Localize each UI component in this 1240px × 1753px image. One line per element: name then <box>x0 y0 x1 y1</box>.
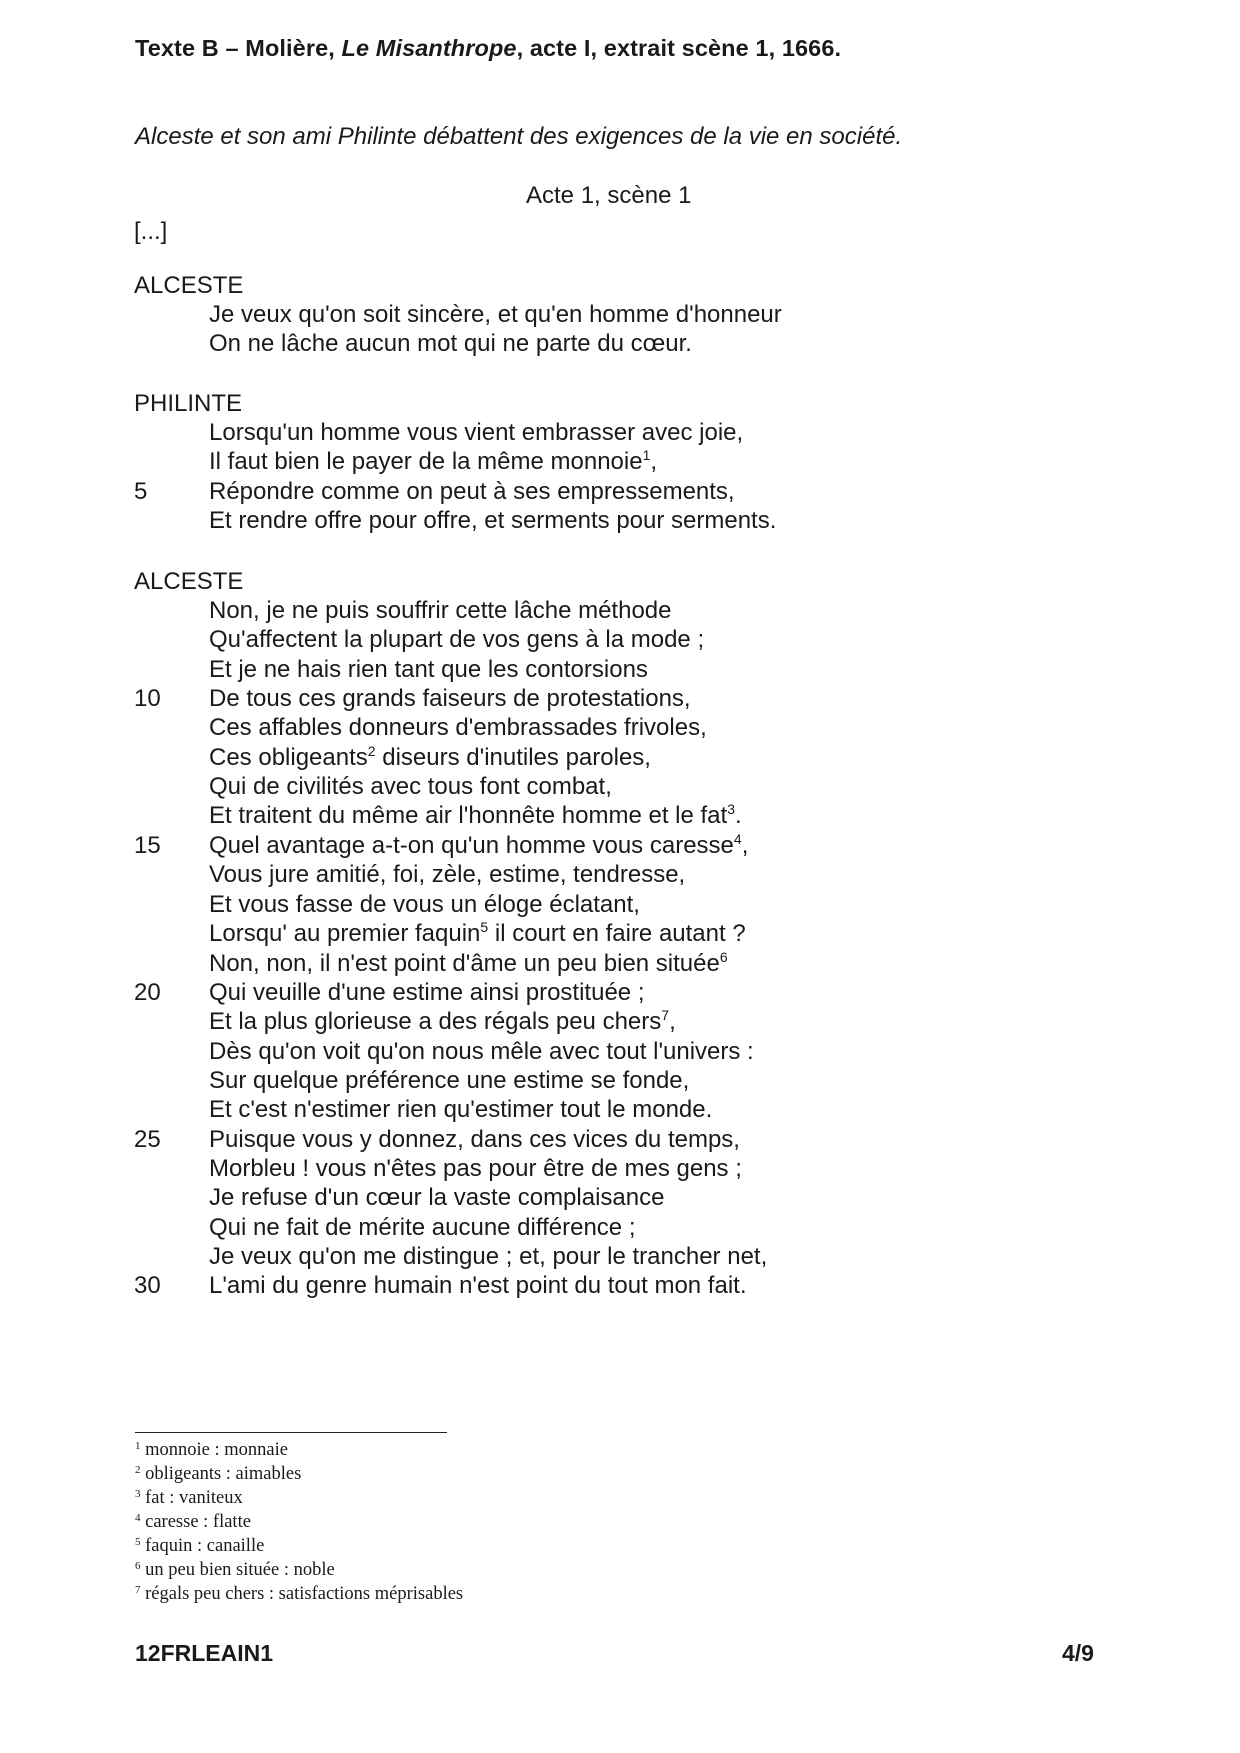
verse-text: Lorsqu'un homme vous vient embrasser avec joie, <box>209 419 744 446</box>
footnote-number: 4 <box>135 1512 141 1524</box>
verse-line <box>209 891 640 919</box>
verse-line <box>209 832 748 860</box>
verse-text-after: il court en faire autant ? <box>488 920 746 947</box>
exam-code: 12FRLEAIN1 <box>135 1640 274 1666</box>
verse-line <box>209 1096 712 1124</box>
verse-text: Qui ne fait de mérite aucune différence ; <box>209 1214 636 1241</box>
verse-line <box>209 773 612 801</box>
line-number: 10 <box>134 685 161 712</box>
verse-text: Non, je ne puis souffrir cette lâche méthode <box>209 597 672 624</box>
verse-line <box>209 950 728 978</box>
verse-line <box>209 419 743 447</box>
verse-line <box>209 1126 740 1154</box>
verse-text: Et traitent du même air l'honnête homme et le fat <box>209 802 728 829</box>
footnote-ref: 3 <box>727 801 735 817</box>
verse-text: Dès qu'on voit qu'on nous mêle avec tout l'univers : <box>209 1038 754 1065</box>
verse-text: Je veux qu'on me distingue ; et, pour le trancher net, <box>209 1243 768 1270</box>
footnote-ref: 2 <box>367 743 376 759</box>
verse-line <box>209 1184 664 1212</box>
verse-line <box>209 597 672 625</box>
verse-text-after: , <box>650 448 658 475</box>
verse-text: Il faut bien le payer de la même monnoie <box>209 448 643 475</box>
footnote-text: faquin : canaille <box>140 1536 265 1556</box>
footnote-number: 2 <box>135 1464 141 1476</box>
footnote-ref: 4 <box>733 831 742 847</box>
verse-text-after: , <box>669 1008 676 1035</box>
verse-text: Et rendre offre pour offre, et serments pour serments. <box>209 507 777 534</box>
page-number: 4/9 <box>1062 1640 1094 1666</box>
line-number: 30 <box>134 1272 161 1299</box>
footnote-text: monnoie : monnaie <box>140 1440 288 1460</box>
verse-line <box>209 920 746 948</box>
ellipsis: [...] <box>134 218 168 245</box>
verse-text: Morbleu ! vous n'êtes pas pour être de mes gens ; <box>209 1155 742 1182</box>
verse-text: Et je ne hais rien tant que les contorsions <box>209 656 648 683</box>
footnote-item <box>135 1440 288 1461</box>
verse-line <box>209 1214 635 1242</box>
verse-text: Répondre comme on peut à ses empressements, <box>209 478 735 505</box>
footnote-text: un peu bien située : noble <box>140 1560 335 1580</box>
verse-line <box>209 1008 676 1036</box>
verse-text: Lorsqu' au premier faquin <box>209 920 481 947</box>
verse-text: Sur quelque préférence une estime se fonde, <box>209 1067 690 1094</box>
footnote-text: caresse : flatte <box>140 1512 251 1532</box>
footnote-text: fat : vaniteux <box>140 1488 243 1508</box>
verse-line <box>209 478 735 506</box>
verse-line <box>209 626 704 654</box>
footnote-number: 1 <box>135 1440 141 1452</box>
footnote-text: obligeants : aimables <box>140 1464 302 1484</box>
verse-line <box>209 979 644 1007</box>
footnote-item <box>135 1536 264 1557</box>
verse-text: Et c'est n'estimer rien qu'estimer tout le monde. <box>209 1096 713 1123</box>
footnote-ref: 7 <box>661 1007 670 1023</box>
verse-line <box>209 301 782 329</box>
verse-text: On ne lâche aucun mot qui ne parte du cœur. <box>209 330 692 357</box>
line-number: 5 <box>134 478 148 505</box>
verse-text: De tous ces grands faiseurs de protestations, <box>209 685 691 712</box>
verse-text: Vous jure amitié, foi, zèle, estime, tendresse, <box>209 861 686 888</box>
verse-line <box>209 1067 689 1095</box>
footnote-item <box>135 1488 243 1509</box>
verse-text: Ces obligeants <box>209 744 368 771</box>
verse-text: Quel avantage a-t-on qu'un homme vous caresse <box>209 832 734 859</box>
footnote-rule <box>135 1432 447 1433</box>
footnote-number: 5 <box>135 1536 141 1548</box>
verse-line <box>209 685 691 713</box>
footnote-ref: 5 <box>480 919 489 935</box>
footnote-number: 7 <box>135 1584 141 1596</box>
verse-text-after: diseurs d'inutiles paroles, <box>375 744 651 771</box>
speaker-name: PHILINTE <box>134 390 243 417</box>
verse-text-after: , <box>741 832 749 859</box>
verse-text: Qui veuille d'une estime ainsi prostituée ; <box>209 979 645 1006</box>
verse-text: Je refuse d'un cœur la vaste complaisance <box>209 1184 665 1211</box>
footnote-number: 6 <box>135 1560 141 1572</box>
footnote-item <box>135 1464 301 1485</box>
footnote-number: 3 <box>135 1488 141 1500</box>
verse-line <box>209 714 707 742</box>
verse-text-after: . <box>734 802 742 829</box>
speaker-name: ALCESTE <box>134 272 244 299</box>
footnote-item <box>135 1512 251 1533</box>
verse-text: Ces affables donneurs d'embrassades frivoles, <box>209 714 707 741</box>
verse-line <box>209 1155 742 1183</box>
verse-line <box>209 861 685 889</box>
line-number: 15 <box>134 832 161 859</box>
footnote-item <box>135 1560 335 1581</box>
verse-line <box>209 1243 767 1271</box>
intro-text: Alceste et son ami Philinte débattent des exigences de la vie en société. <box>135 123 903 150</box>
document-title: Texte B – Molière, Le Misanthrope, acte I, extrait scène 1, 1666. <box>135 35 842 61</box>
verse-line <box>209 448 657 476</box>
verse-text: Et vous fasse de vous un éloge éclatant, <box>209 891 640 918</box>
footnote-text: régals peu chers : satisfactions méprisables <box>140 1584 464 1604</box>
footnote-item <box>135 1584 463 1605</box>
speaker-name: ALCESTE <box>134 568 244 595</box>
verse-line <box>209 744 651 772</box>
verse-line <box>209 507 776 535</box>
verse-text: Non, non, il n'est point d'âme un peu bien située <box>209 950 720 977</box>
verse-text: Qui de civilités avec tous font combat, <box>209 773 612 800</box>
verse-line <box>209 330 692 358</box>
scene-heading: Acte 1, scène 1 <box>526 182 692 209</box>
verse-line <box>209 1038 754 1066</box>
footnote-ref: 1 <box>642 447 651 463</box>
footnote-ref: 6 <box>719 949 728 965</box>
verse-text: Je veux qu'on soit sincère, et qu'en homme d'honneur <box>209 301 782 328</box>
verse-text: Qu'affectent la plupart de vos gens à la mode ; <box>209 626 705 653</box>
verse-line <box>209 1272 747 1300</box>
line-number: 20 <box>134 979 161 1006</box>
verse-text: Et la plus glorieuse a des régals peu chers <box>209 1008 662 1035</box>
verse-text: Puisque vous y donnez, dans ces vices du temps, <box>209 1126 740 1153</box>
verse-text: L'ami du genre humain n'est point du tout mon fait. <box>209 1272 747 1299</box>
line-number: 25 <box>134 1126 161 1153</box>
verse-line <box>209 656 648 684</box>
verse-line <box>209 802 742 830</box>
